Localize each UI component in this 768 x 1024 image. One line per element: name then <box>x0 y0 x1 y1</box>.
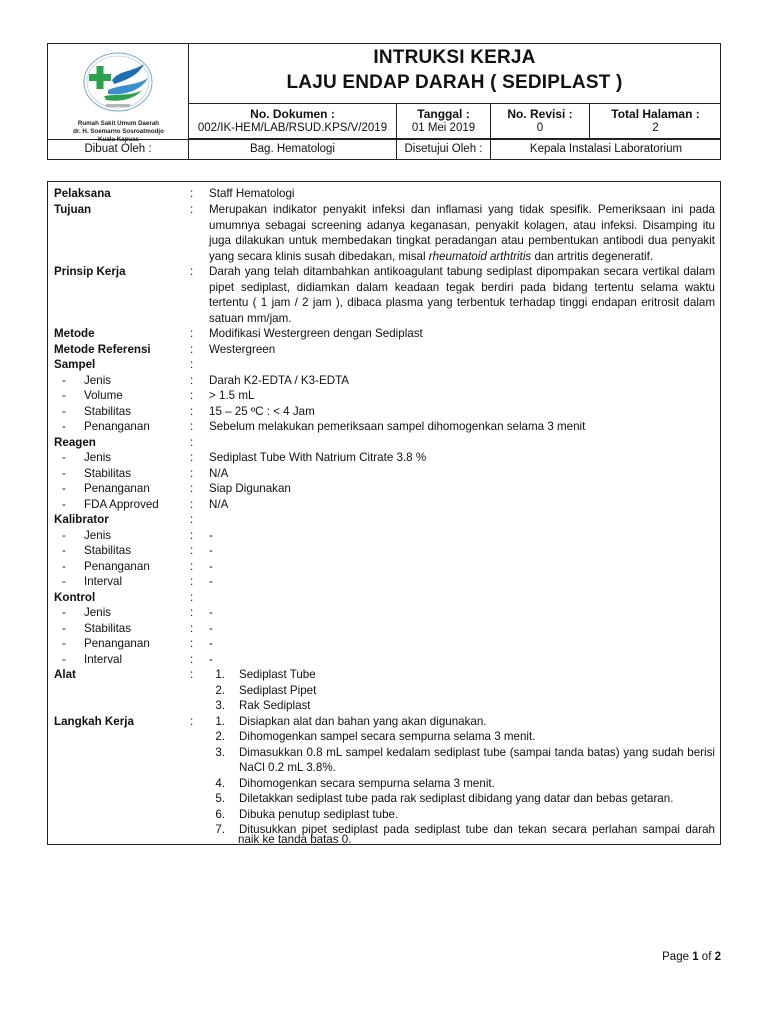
revision-value: 0 <box>536 122 544 134</box>
colon: : <box>190 187 194 200</box>
kalibrator-stabilitas-value: - <box>209 544 213 557</box>
document-title-line-1: INTRUKSI KERJA <box>373 47 536 68</box>
stabilitas-label: Stabilitas <box>84 404 132 418</box>
kalibrator-stabilitas-key <box>62 543 131 558</box>
document-header <box>47 43 721 160</box>
kalibrator-key: Kalibrator <box>54 513 109 526</box>
penanganan-label: Penanganan <box>84 637 150 650</box>
reagen-fda-key <box>62 497 159 512</box>
step-text-1: Disiapkan alat dan bahan yang akan digunakan. <box>239 714 487 728</box>
kontrol-penanganan-key <box>62 636 150 651</box>
alat-text-3: Rak Sediplast <box>239 699 311 712</box>
jenis-label: Jenis <box>84 606 112 619</box>
document-title-line-2: LAJU ENDAP DARAH ( SEDIPLAST ) <box>286 72 623 93</box>
colon: : <box>190 497 194 511</box>
dash: - <box>62 575 66 588</box>
dash: - <box>62 621 66 635</box>
tujuan-line-4a: yang secara klinis susah dibedakan, misal <box>209 249 429 263</box>
step-num-3: 3. <box>215 745 225 759</box>
pelaksana-key: Pelaksana <box>54 187 111 200</box>
colon: : <box>190 203 194 216</box>
colon: : <box>190 652 194 666</box>
dash: - <box>62 606 66 619</box>
step-text-4: Dihomogenkan secara sempurna selama 3 menit. <box>239 776 495 790</box>
total-pages-cell <box>590 104 721 138</box>
alat-num-2: 2. <box>215 683 225 697</box>
kontrol-jenis-key <box>62 605 111 620</box>
made-by-value: Bag. Hematologi <box>189 140 397 160</box>
dash: - <box>62 544 66 557</box>
dash: - <box>62 482 66 495</box>
penanganan-label: Penanganan <box>84 420 150 433</box>
approved-by-label: Disetujui Oleh : <box>397 140 491 160</box>
colon: : <box>190 621 194 635</box>
dash: - <box>62 420 66 433</box>
tujuan-line-4 <box>209 249 715 264</box>
reagen-stabilitas-value: N/A <box>209 466 229 480</box>
kontrol-stabilitas-key <box>62 621 131 636</box>
dash: - <box>62 404 66 418</box>
step-text-7a: Ditusukkan pipet sediplast pada sediplast tube dan tekan secara perlahan sampai darah <box>239 823 715 836</box>
colon: : <box>190 575 194 588</box>
step-num-2: 2. <box>215 730 225 743</box>
penanganan-label: Penanganan <box>84 482 150 495</box>
kalibrator-jenis-value: - <box>209 528 213 542</box>
stabilitas-label: Stabilitas <box>84 466 132 480</box>
sampel-stabilitas-value: 15 – 25 ºC : < 4 Jam <box>209 404 315 418</box>
doc-number-cell <box>189 104 397 138</box>
colon: : <box>190 451 194 464</box>
reagen-penanganan-key <box>62 481 150 496</box>
step-text-2: Dihomogenkan sampel secara sempurna selama 3 menit. <box>239 730 536 743</box>
dash: - <box>62 497 66 511</box>
sampel-volume-key <box>62 388 123 403</box>
metadata-row <box>189 104 720 139</box>
step-num-6: 6. <box>215 807 225 821</box>
prinsip-line-3: tertentu ( 1 jam / 2 jam ), dibaca plasma yang terbentuk terhadap tinggi endapan eritrosit dalam <box>209 296 715 309</box>
prinsip-line-2: pipet sediplast, didiamkan dalam keadaan tegak berdiri pada bidang tertentu selama waktu <box>209 280 715 294</box>
date-label: Tanggal : <box>417 107 470 121</box>
total-pages-label: Total Halaman : <box>611 107 700 121</box>
tujuan-italic-term: rheumatoid arthtritis <box>428 249 532 263</box>
kontrol-penanganan-value: - <box>209 637 213 650</box>
kontrol-interval-value: - <box>209 652 213 666</box>
colon: : <box>190 714 194 728</box>
step-num-1: 1. <box>215 714 225 728</box>
colon: : <box>190 389 194 402</box>
sampel-volume-value: > 1.5 mL <box>209 389 255 402</box>
kontrol-interval-key <box>62 652 122 667</box>
revision-cell <box>491 104 590 138</box>
alat-num-1: 1. <box>215 668 225 681</box>
metode-referensi-key: Metode Referensi <box>54 342 151 356</box>
reagen-penanganan-value: Siap Digunakan <box>209 482 291 495</box>
sampel-key: Sampel <box>54 358 96 371</box>
volume-label: Volume <box>84 389 123 402</box>
step-num-5: 5. <box>215 792 225 805</box>
prinsip-line-1: Darah yang telah ditambahkan antikoagulant tabung sediplast dipompakan secara vertikal dalam <box>209 265 715 278</box>
title-cell <box>189 44 720 104</box>
metode-key: Metode <box>54 327 95 340</box>
of-word: of <box>698 951 715 963</box>
interval-label: Interval <box>84 575 123 588</box>
reagen-jenis-value: Sediplast Tube With Natrium Citrate 3.8 % <box>209 451 427 464</box>
colon: : <box>190 482 194 495</box>
sampel-penanganan-value: Sebelum melakukan pemeriksaan sampel dihomogenkan selama 3 menit <box>209 420 586 433</box>
colon: : <box>190 373 194 387</box>
tujuan-line-1: Merupakan indikator penyakit infeksi dan inflamasi yang tidak spesifik. Pemeriksaan ini pada <box>209 203 715 216</box>
colon: : <box>190 435 194 449</box>
dash: - <box>62 528 66 542</box>
step-text-5: Diletakkan sediplast tube pada rak sediplast dibidang yang datar dan bebas getaran. <box>239 792 674 805</box>
step-num-7: 7. <box>215 823 225 836</box>
sampel-jenis-value: Darah K2-EDTA / K3-EDTA <box>209 373 350 387</box>
page-total: 2 <box>714 951 721 963</box>
tujuan-line-3: juga dilakukan untuk membedakan tingkat peradangan atau pembentukan antibodi dua penyakit <box>209 234 715 247</box>
kalibrator-interval-key <box>62 574 122 589</box>
colon: : <box>190 590 194 604</box>
alat-key: Alat <box>54 668 76 681</box>
page-number: 1 <box>692 951 699 963</box>
kalibrator-interval-value: - <box>209 575 213 588</box>
colon: : <box>190 265 194 278</box>
step-num-4: 4. <box>215 776 225 790</box>
step-text-3a: Dimasukkan 0.8 mL sampel kedalam sediplast tube (sampai tanda batas) yang sudah berisi <box>239 745 715 759</box>
approved-by-value: Kepala Instalasi Laboratorium <box>529 143 683 155</box>
stabilitas-label: Stabilitas <box>84 621 132 635</box>
colon: : <box>190 466 194 480</box>
metode-referensi-value: Westergreen <box>209 342 276 356</box>
step-text-3b: NaCl 0.2 mL 3.8%. <box>239 761 336 774</box>
reagen-stabilitas-key <box>62 466 131 481</box>
interval-label: Interval <box>84 652 123 666</box>
made-by-label: Dibuat Oleh : <box>48 140 189 160</box>
prinsip-line-4: satuan mm/jam. <box>209 311 292 325</box>
step-text-6: Dibuka penutup sediplast tube. <box>239 807 399 821</box>
pelaksana-value: Staff Hematologi <box>209 187 295 200</box>
colon: : <box>190 559 194 573</box>
page-indicator <box>662 951 721 963</box>
dash: - <box>62 652 66 666</box>
prinsip-key: Prinsip Kerja <box>54 265 126 278</box>
hospital-logo <box>78 50 158 116</box>
colon: : <box>190 637 194 650</box>
jenis-label: Jenis <box>84 451 112 464</box>
colon: : <box>190 420 194 433</box>
colon: : <box>190 404 194 418</box>
page-word: Page <box>662 951 693 963</box>
doc-number-label: No. Dokumen : <box>250 107 335 121</box>
colon: : <box>190 513 194 526</box>
hospital-line-2: dr. H. Soemarno Sosroatmodjo <box>73 128 164 135</box>
colon: : <box>190 358 194 371</box>
hospital-line-1: Rumah Sakit Umum Daerah <box>77 120 160 127</box>
alat-num-3: 3. <box>215 699 225 712</box>
date-value: 01 Mei 2019 <box>411 122 476 134</box>
dash: - <box>62 466 66 480</box>
signature-row <box>48 139 720 160</box>
kontrol-key: Kontrol <box>54 590 96 604</box>
penanganan-label: Penanganan <box>84 559 150 573</box>
kalibrator-jenis-key <box>62 528 111 543</box>
kontrol-stabilitas-value: - <box>209 621 213 635</box>
kalibrator-penanganan-value: - <box>209 559 213 573</box>
reagen-fda-value: N/A <box>209 497 229 511</box>
dash: - <box>62 637 66 650</box>
dash: - <box>62 451 66 464</box>
alat-text-1: Sediplast Tube <box>239 668 316 681</box>
kalibrator-penanganan-key <box>62 559 150 574</box>
sampel-jenis-key <box>62 373 111 388</box>
revision-label: No. Revisi : <box>507 107 573 121</box>
date-cell <box>397 104 491 138</box>
colon: : <box>190 342 194 356</box>
reagen-jenis-key <box>62 450 111 465</box>
tujuan-line-4c: dan artritis degeneratif. <box>531 249 654 263</box>
jenis-label: Jenis <box>84 373 112 387</box>
jenis-label: Jenis <box>84 528 112 542</box>
sampel-penanganan-key <box>62 419 150 434</box>
colon: : <box>190 544 194 557</box>
dash: - <box>62 559 66 573</box>
tujuan-line-2: umumnya sebagai screening adanya keganasan, penyakit kolagen, atau infeksi. Disamping itu <box>209 218 715 232</box>
sampel-stabilitas-key <box>62 404 131 419</box>
metode-value: Modifikasi Westergreen dengan Sediplast <box>209 327 423 340</box>
instruction-body <box>47 181 721 845</box>
fda-label: FDA Approved <box>84 497 159 511</box>
colon: : <box>190 528 194 542</box>
dash: - <box>62 373 66 387</box>
tujuan-key: Tujuan <box>54 203 92 216</box>
reagen-key: Reagen <box>54 435 96 449</box>
total-pages-value: 2 <box>652 122 659 134</box>
hospital-line-3: Kuala Kapuas <box>98 136 139 143</box>
alat-text-2: Sediplast Pipet <box>239 683 317 697</box>
stabilitas-label: Stabilitas <box>84 544 132 557</box>
doc-number-value: 002/IK-HEM/LAB/RSUD.KPS/V/2019 <box>197 122 388 134</box>
kontrol-jenis-value: - <box>209 606 213 619</box>
colon: : <box>190 327 194 340</box>
colon: : <box>190 606 194 619</box>
langkah-key: Langkah Kerja <box>54 714 134 728</box>
step-text-7b: naik ke tanda batas 0. <box>238 833 352 846</box>
colon: : <box>190 668 194 681</box>
dash: - <box>62 389 66 402</box>
